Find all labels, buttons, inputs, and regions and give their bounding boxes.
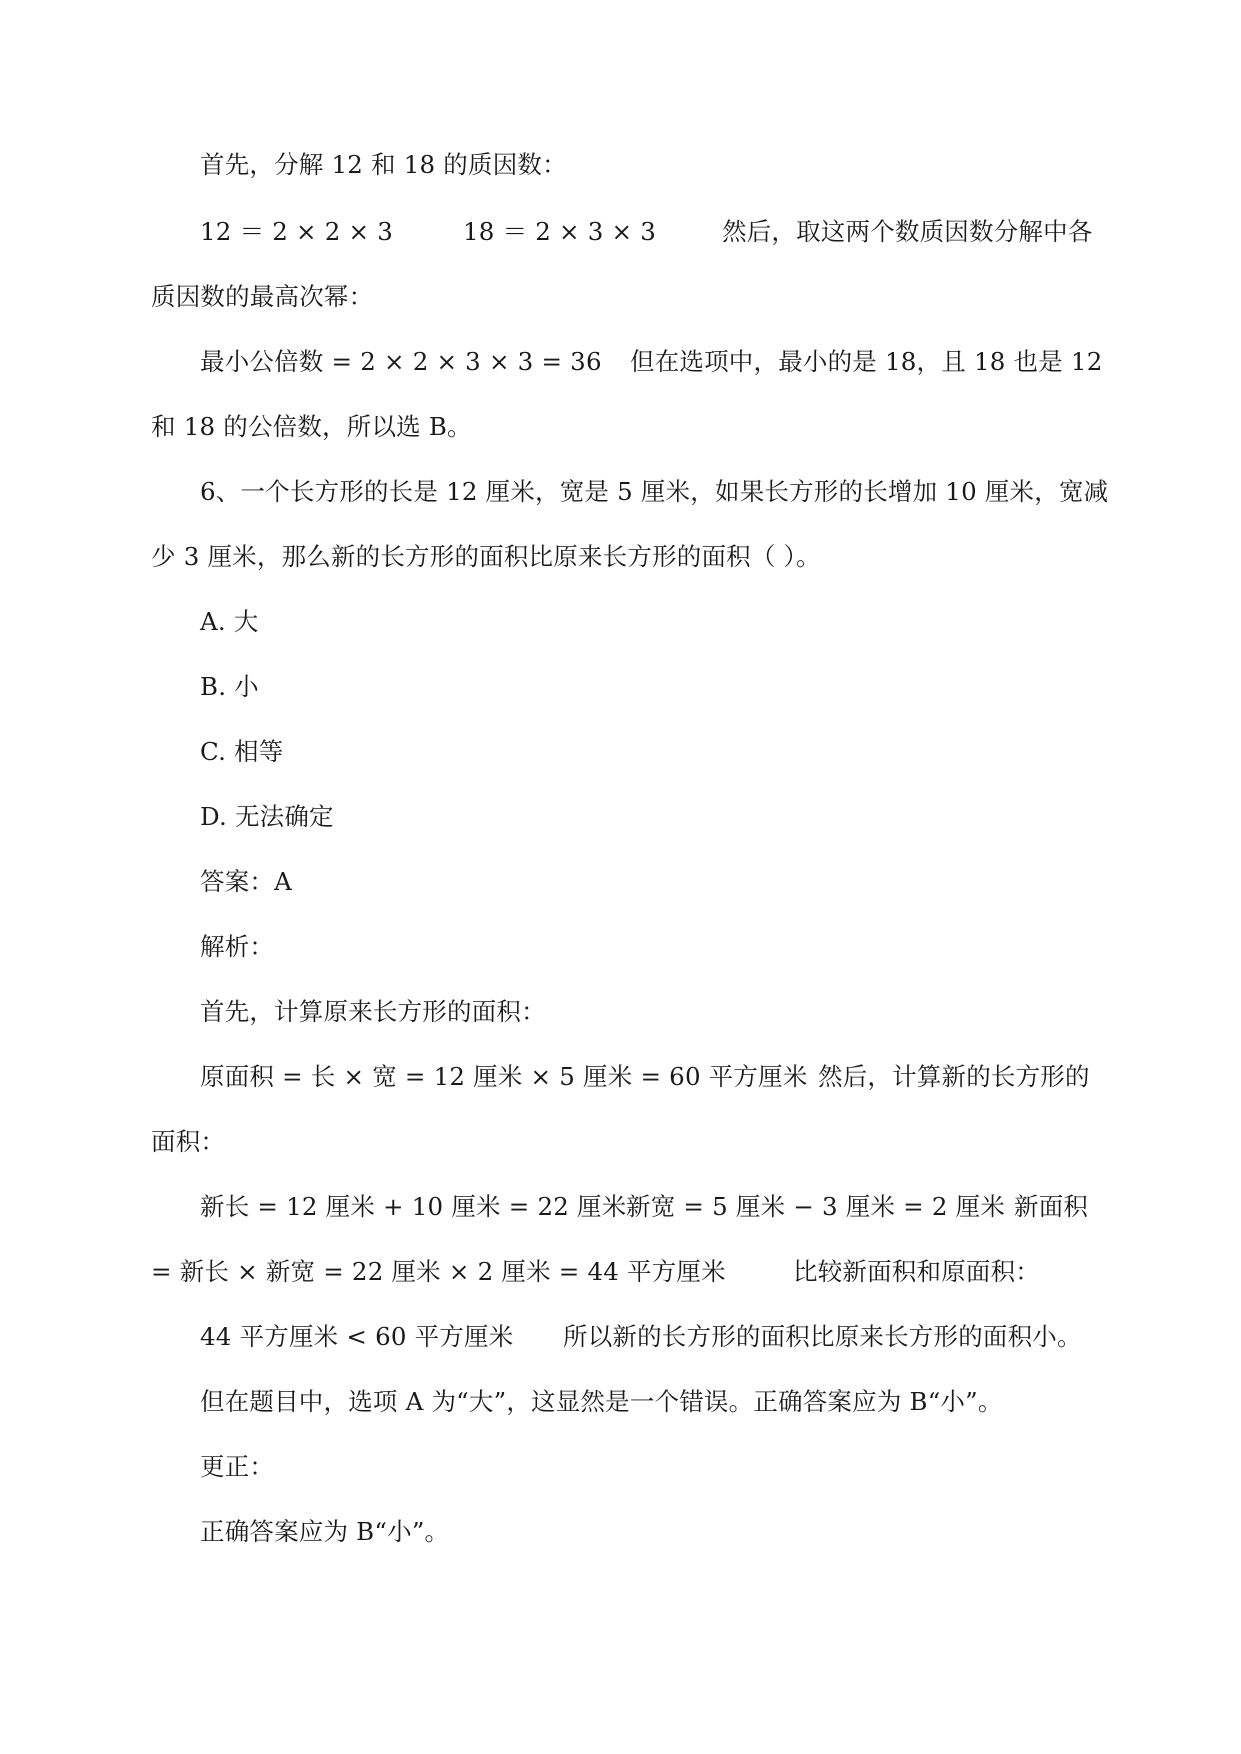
text-line — [200, 150, 567, 180]
option-text: C. 相等 — [200, 737, 284, 766]
text: 首先，计算原来长方形的面积： — [200, 997, 546, 1026]
equation: = 新长 × 新宽 = 22 厘米 × 2 厘米 = 44 平方厘米 — [151, 1257, 726, 1286]
question-text: 6、一个长方形的长是 12 厘米，宽是 5 厘米，如果长方形的长增加 10 厘米，宽减 — [200, 477, 1109, 506]
question-text: 少 3 厘米，那么新的长方形的面积比原来长方形的面积（ ）。 — [151, 542, 821, 571]
text: 更正： — [200, 1452, 275, 1481]
text-line — [151, 1127, 225, 1157]
option-a — [200, 607, 259, 637]
correction-heading — [200, 1452, 274, 1482]
text: 但在题目中，选项 A 为“大”，这显然是一个错误。正确答案应为 B“小”。 — [200, 1387, 1003, 1416]
question-line — [200, 477, 1108, 507]
equation: 12 ＝ 2 × 2 × 3 — [200, 217, 394, 246]
equation: 44 平方厘米 < 60 平方厘米 — [200, 1322, 514, 1351]
option-d — [200, 802, 334, 832]
text: 所以新的长方形的面积比原来长方形的面积小。 — [563, 1322, 1082, 1351]
text: 正确答案应为 B“小”。 — [200, 1517, 450, 1546]
option-b — [200, 672, 259, 702]
text-line — [200, 1387, 1003, 1417]
text: 面积： — [151, 1127, 226, 1156]
equation: 新长 = 12 厘米 + 10 厘米 = 22 厘米 — [200, 1192, 627, 1221]
text: 和 18 的公倍数，所以选 B。 — [151, 412, 472, 441]
answer-text: 答案：A — [200, 867, 292, 896]
equation: 18 ＝ 2 × 3 × 3 — [463, 217, 657, 246]
equation: 原面积 = 长 × 宽 = 12 厘米 × 5 厘米 = 60 平方厘米 — [200, 1062, 808, 1091]
text-line — [151, 412, 472, 442]
option-text: A. 大 — [200, 607, 259, 636]
question-line — [151, 542, 821, 572]
text: 质因数的最高次幂： — [151, 282, 374, 311]
text-line — [200, 997, 546, 1027]
text-line — [151, 282, 373, 312]
text: 首先，分解 12 和 18 的质因数： — [200, 150, 567, 179]
answer-line — [200, 867, 292, 897]
equation: 新宽 = 5 厘米 − 3 厘米 = 2 厘米 — [626, 1192, 1006, 1221]
text: 然后，计算新的长方形的 — [818, 1062, 1090, 1091]
text: 但在选项中，最小的是 18，且 18 也是 12 — [630, 347, 1103, 376]
option-text: D. 无法确定 — [200, 802, 334, 831]
correction-line — [200, 1517, 449, 1547]
option-text: B. 小 — [200, 672, 259, 701]
text: 然后，取这两个数质因数分解中各 — [722, 217, 1093, 246]
text: 比较新面积和原面积： — [793, 1257, 1040, 1286]
analysis-text: 解析： — [200, 932, 275, 961]
text: 新面积 — [1014, 1192, 1089, 1221]
equation: 最小公倍数 = 2 × 2 × 3 × 3 = 36 — [200, 347, 602, 376]
analysis-heading — [200, 932, 274, 962]
option-c — [200, 737, 283, 767]
